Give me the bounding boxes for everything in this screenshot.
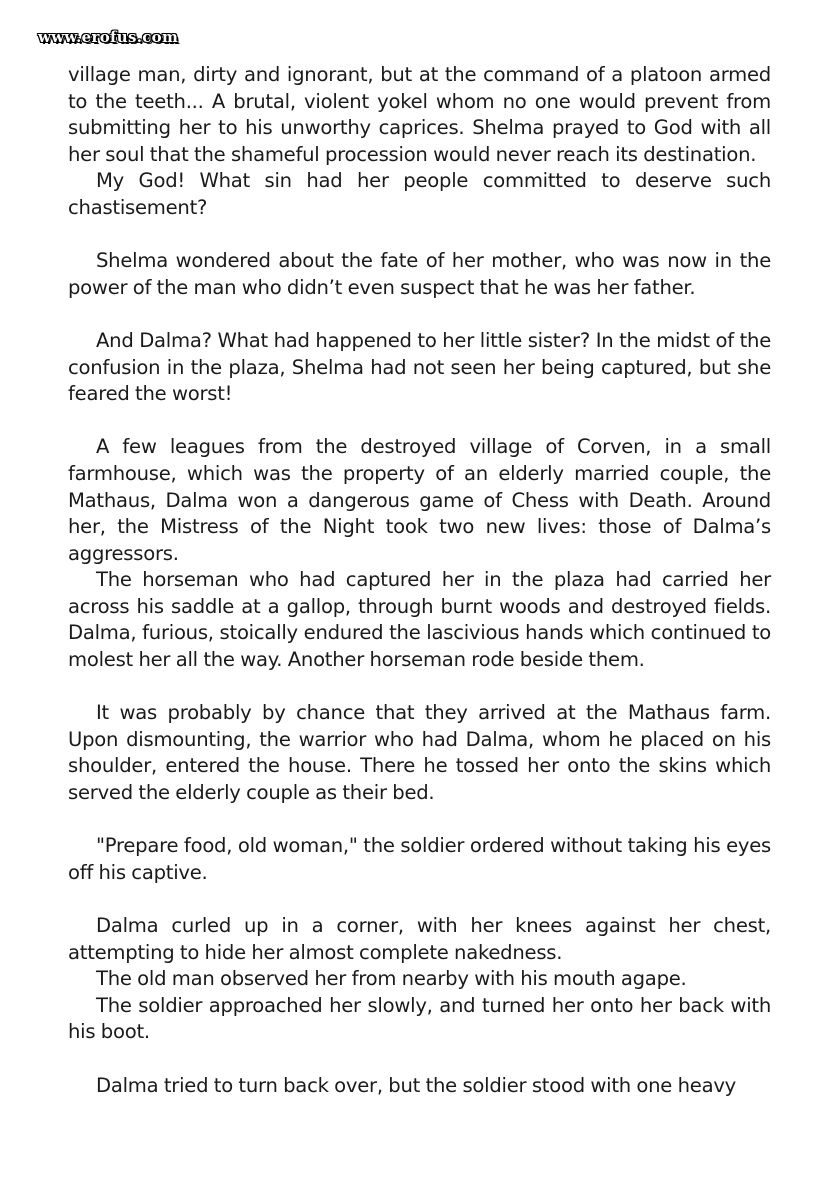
story-text	[68, 62, 771, 1099]
paragraph: The horseman who had captured her in the plaza had carried her across his saddle at a gallop, through burnt woods and destroyed fields. Dalma, furious, stoically endured the lascivious hands which continued to molest her all the way. Another horseman rode beside them.	[68, 568, 771, 672]
watermark-logo: www.erofus.com	[38, 28, 179, 46]
paragraph: Dalma curled up in a corner, with her knees against her chest, attempting to hide her almost complete nakedness.	[68, 914, 771, 964]
paragraph: And Dalma? What had happened to her little sister? In the midst of the confusion in the plaza, Shelma had not seen her being captured, but she feared the worst!	[68, 328, 771, 406]
paragraph: My God! What sin had her people committed to deserve such chastisement?	[68, 169, 771, 219]
paragraph: The soldier approached her slowly, and turned her onto her back with his boot.	[68, 993, 771, 1044]
paragraph: "Prepare food, old woman," the soldier ordered without taking his eyes off his captive.	[68, 834, 771, 884]
paragraph: Shelma wondered about the fate of her mother, who was now in the power of the man who didn’t even suspect that he was her father.	[68, 249, 771, 299]
paragraph: It was probably by chance that they arrived at the Mathaus farm. Upon dismounting, the warrior who had Dalma, whom he placed on his shoulder, entered the house. There he tossed her onto the skins which served the elderly couple as their bed.	[68, 701, 771, 805]
paragraph: A few leagues from the destroyed village of Corven, in a small farmhouse, which was the property of an elderly married couple, the Mathaus, Dalma won a dangerous game of Chess with Death. Around her, the Mistress of the Night took two new lives: those of Dalma’s aggressors.	[68, 435, 771, 565]
paragraph: Dalma tried to turn back over, but the soldier stood with one heavy	[96, 1073, 737, 1097]
paragraph: The old man observed her from nearby with his mouth agape.	[96, 967, 687, 991]
paragraph: village man, dirty and ignorant, but at the command of a platoon armed to the teeth... A brutal, violent yokel whom no one would prevent from submitting her to his unworthy caprices. Shelma prayed to God with all her soul that the shameful procession would never reach its destination.	[68, 63, 771, 166]
